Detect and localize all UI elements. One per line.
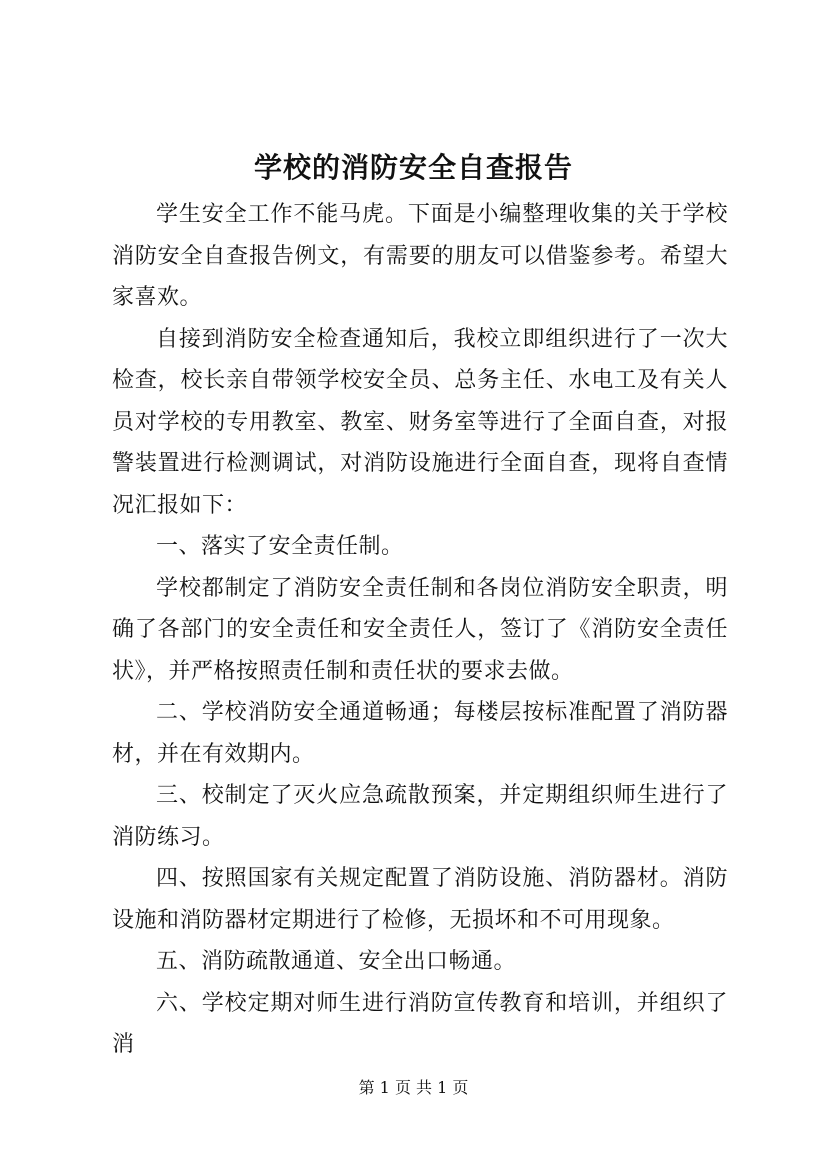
paragraph-item-6: 六、学校定期对师生进行消防宣传教育和培训，并组织了消: [112, 990, 728, 1057]
paragraph-item-2: 二、学校消防安全通道畅通；每楼层按标准配置了消防器材，并在有效期内。: [112, 700, 728, 767]
page-footer: 第 1 页 共 1 页: [358, 1078, 469, 1097]
paragraph-item-1: 一、落实了安全责任制。: [156, 534, 404, 559]
paragraph-item-3: 三、校制定了灭火应急疏散预案，并定期组织师生进行了消防练习。: [112, 783, 728, 850]
paragraph-overview: 自接到消防安全检查通知后，我校立即组织进行了一次大检查，校长亲自带领学校安全员、总务主任、水电工及有关人员对学校的专用教室、教室、财务室等进行了全面自查，对报警装置进行检测调试，对消防设施进行全面自查，现将自查情况汇报如下：: [112, 326, 728, 518]
paragraph-item-4: 四、按照国家有关规定配置了消防设施、消防器材。消防设施和消防器材定期进行了检修，无损坏和不可用现象。: [112, 866, 728, 933]
document-title: 学校的消防安全自查报告: [253, 151, 573, 184]
paragraph-item-5: 五、消防疏散通道、安全出口畅通。: [156, 949, 517, 974]
paragraph-item-1-detail: 学校都制定了消防安全责任制和各岗位消防安全职责，明确了各部门的安全责任和安全责任人，签订了《消防安全责任状》，并严格按照责任制和责任状的要求去做。: [112, 575, 728, 684]
paragraph-intro: 学生安全工作不能马虎。下面是小编整理收集的关于学校消防安全自查报告例文，有需要的朋友可以借鉴参考。希望大家喜欢。: [112, 202, 728, 310]
document-body: [112, 194, 728, 1066]
